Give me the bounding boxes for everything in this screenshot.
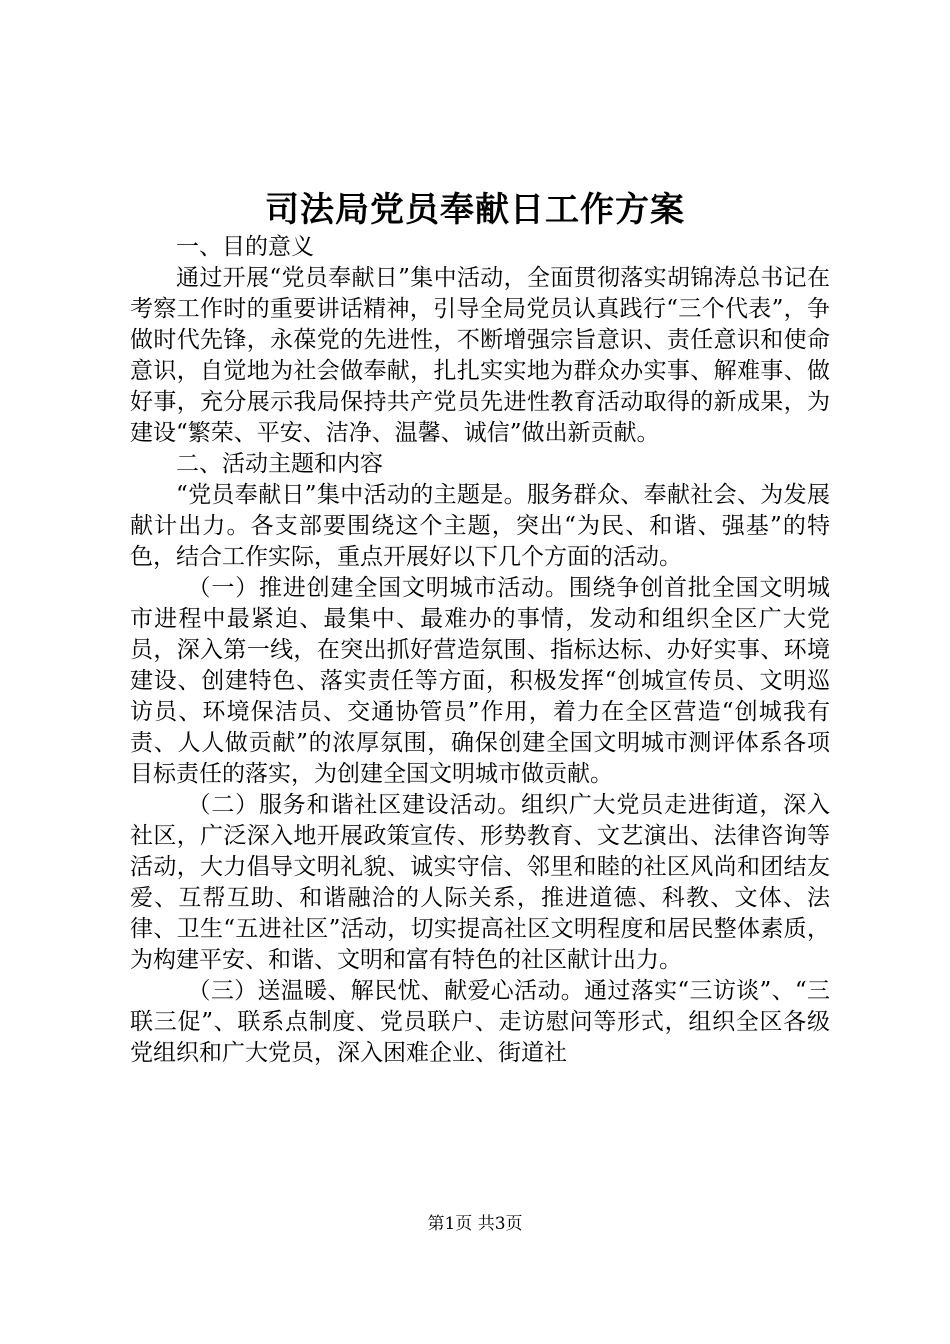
paragraph-theme: “党员奉献日”集中活动的主题是。服务群众、奉献社会、为发展献计出力。各支部要围绕这个主题，突出“为民、和谐、强基”的特色，结合工作实际，重点开展好以下几个方面的活动。 — [130, 482, 830, 570]
page-footer: 第1页 共3页 — [427, 1214, 523, 1234]
paragraph-item-1: （一）推进创建全国文明城市活动。围绕争创首批全国文明城市进程中最紧迫、最集中、最难办的事情，发动和组织全区广大党员，深入第一线，在突出抓好营造氛围、指标达标、办好实事、环境建设、创建特色、落实责任等方面，积极发挥“创城宣传员、文明巡访员、环境保洁员、交通协管员”作用，着力在全区营造“创城我有责、人人做贡献”的浓厚氛围，确保创建全国文明城市测评体系各项目标责任的落实，为创建全国文明城市做贡献。 — [130, 575, 830, 787]
paragraph-item-2: （二）服务和谐社区建设活动。组织广大党员走进街道，深入社区，广泛深入地开展政策宣传、形势教育、文艺演出、法律咨询等活动，大力倡导文明礼貌、诚实守信、邻里和睦的社区风尚和团结友爱、互帮互助、和谐融洽的人际关系，推进道德、科教、文体、法律、卫生“五进社区”活动，切实提高社区文明程度和居民整体素质，为构建平安、和谐、文明和富有特色的社区献计出力。 — [130, 792, 830, 973]
section-heading-purpose: 一、目的意义 — [176, 234, 314, 260]
section-heading-theme: 二、活动主题和内容 — [176, 451, 383, 477]
paragraph-item-3: （三）送温暖、解民忧、献爱心活动。通过落实“三访谈”、“三联三促”、联系点制度、党员联户、走访慰问等形式，组织全区各级党组织和广大党员，深入困难企业、街道社 — [130, 978, 830, 1066]
paragraph-purpose: 通过开展“党员奉献日”集中活动，全面贯彻落实胡锦涛总书记在考察工作时的重要讲话精神，引导全局党员认真践行“三个代表”，争做时代先锋，永葆党的先进性，不断增强宗旨意识、责任意识和使命意识，自觉地为社会做奉献，扎扎实实地为群众办实事、解难事、做好事，充分展示我局保持共产党员先进性教育活动取得的新成果，为建设“繁荣、平安、洁净、温馨、诚信”做出新贡献。 — [130, 265, 830, 446]
document-title: 司法局党员奉献日工作方案 — [265, 190, 685, 230]
document-body — [130, 232, 830, 1069]
